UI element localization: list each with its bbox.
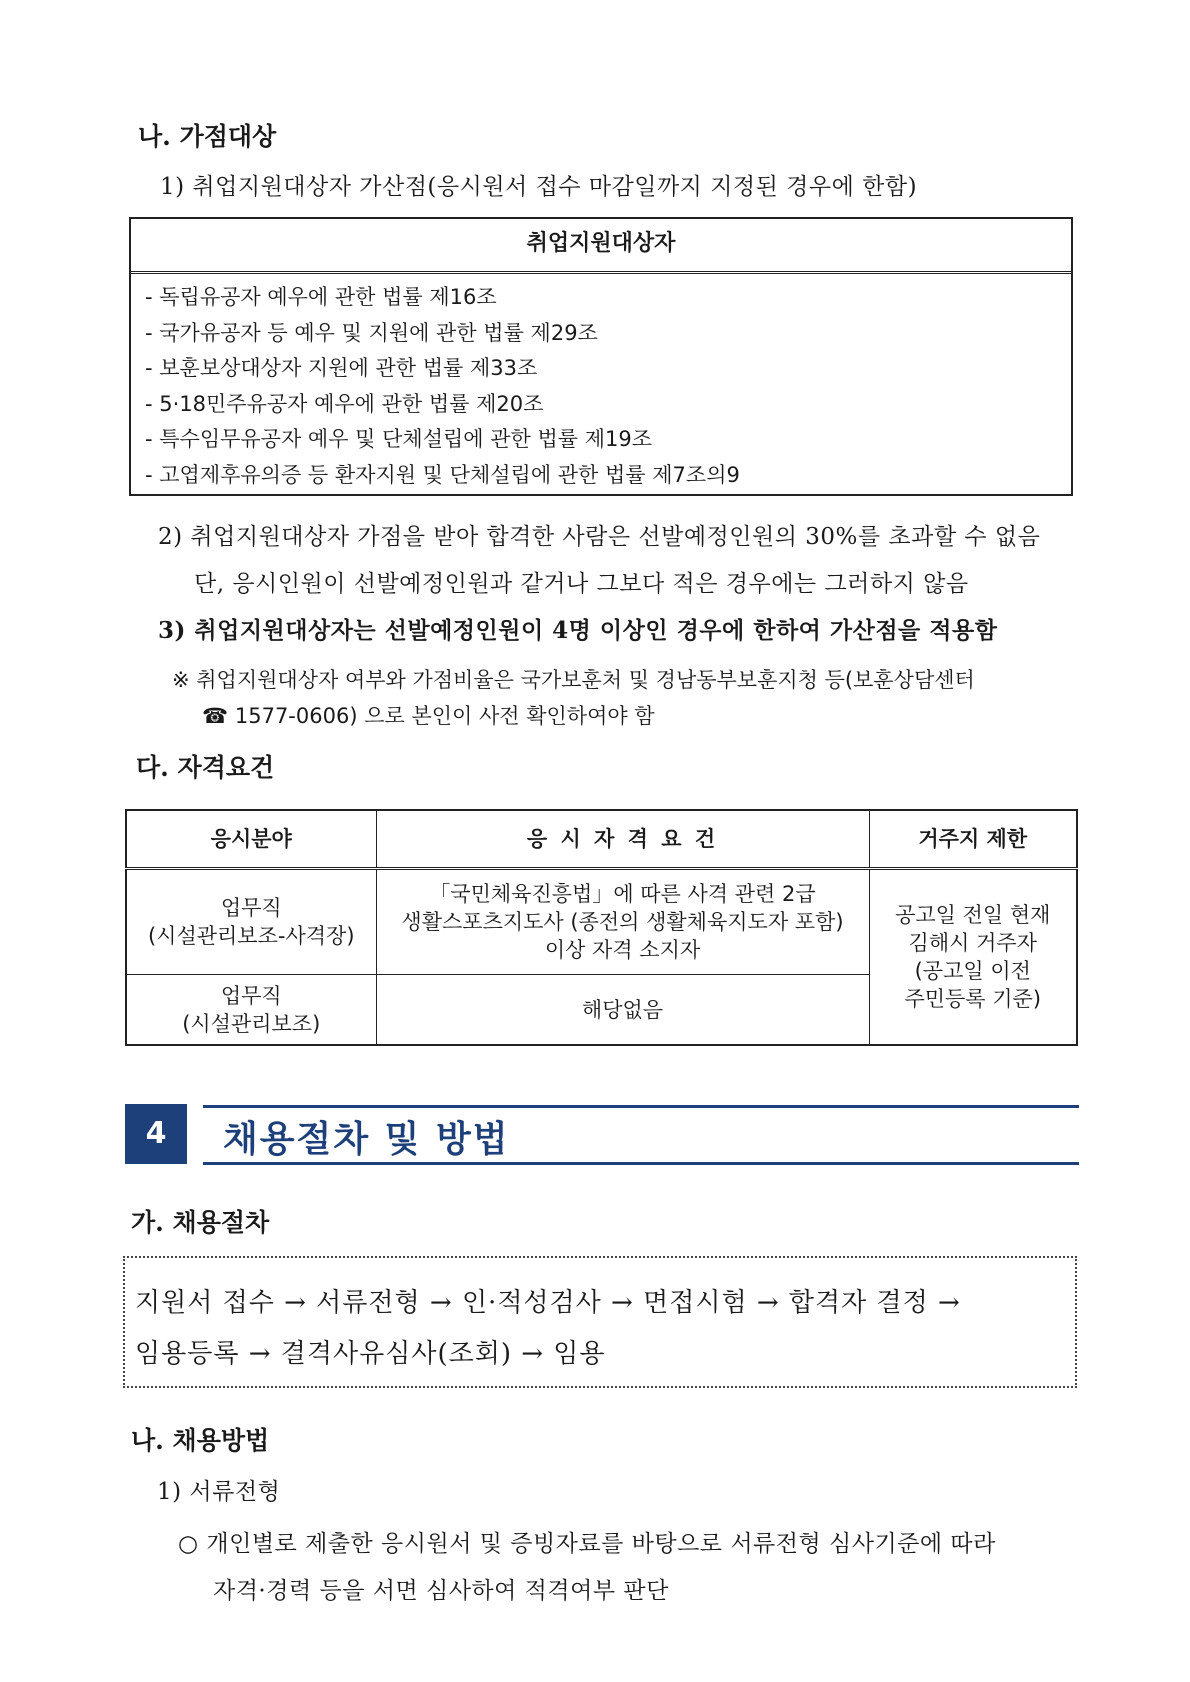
benefit-note-phone-text: 1577-0606) 으로 본인이 사전 확인하여야 함 xyxy=(234,704,655,728)
procedure-line-2: 임용등록 → 결격사유심사(조회) → 임용 xyxy=(135,1339,606,1369)
field-cell xyxy=(126,975,376,1045)
method-bullet-line-2: 자격·경력 등을 서면 심사하여 적격여부 판단 xyxy=(213,1578,669,1604)
field-line-2: (시설관리보조-사격장) xyxy=(147,924,355,949)
requirement-line-1: 「국민체육진흥법」에 따른 사격 관련 2급 xyxy=(429,882,816,907)
column-header-field: 응시분야 xyxy=(126,810,376,869)
residence-line-3: (공고일 이전 xyxy=(914,959,1031,984)
procedure-box xyxy=(123,1256,1077,1388)
residence-line-1: 공고일 전일 현재 xyxy=(895,903,1051,928)
column-header-residence: 거주지 제한 xyxy=(869,810,1077,869)
benefit-note-line-1: ※ 취업지원대상자 여부와 가점비율은 국가보훈처 및 경남동부보훈지청 등(보훈상담센터 xyxy=(172,668,975,692)
heading-benefit: 나. 가점대상 xyxy=(138,122,277,151)
list-item: - 특수임무유공자 예우 및 단체설립에 관한 법률 제19조 xyxy=(145,427,653,451)
procedure-line-1: 지원서 접수 → 서류전형 → 인·적성검사 → 면접시험 → 합격자 결정 → xyxy=(135,1288,961,1318)
list-item: - 독립유공자 예우에 관한 법률 제16조 xyxy=(145,285,497,309)
phone-icon: ☎ xyxy=(202,704,229,728)
field-line-1: 업무직 xyxy=(220,983,282,1008)
list-item: - 5·18민주유공자 예우에 관한 법률 제20조 xyxy=(145,391,544,416)
list-item: - 고엽제후유의증 등 환자지원 및 단체설립에 관한 법률 제7조의9 xyxy=(145,462,740,487)
requirement-cell xyxy=(376,975,869,1045)
method-bullet-line-1 xyxy=(178,1525,996,1558)
requirement-line-3: 이상 자격 소지자 xyxy=(544,938,701,963)
column-header-requirements: 응 시 자 격 요 건 xyxy=(376,810,869,869)
benefit-item-1: 1) 취업지원대상자 가산점(응시원서 접수 마감일까지 지정된 경우에 한함) xyxy=(160,174,918,200)
method-bullet-text-1: 개인별로 제출한 응시원서 및 증빙자료를 바탕으로 서류전형 심사기준에 따라 xyxy=(206,1531,996,1557)
benefit-item-2-line-2: 단, 응시인원이 선발예정인원과 같거나 그보다 적은 경우에는 그러하지 않음 xyxy=(194,571,969,597)
requirements-table xyxy=(125,809,1078,1046)
eligible-law-list xyxy=(131,274,1071,493)
section-number-badge: 4 xyxy=(125,1104,187,1164)
circle-bullet-icon: ○ xyxy=(178,1531,199,1557)
residence-line-4: 주민등록 기준) xyxy=(904,987,1042,1012)
list-item: - 보훈보상대상자 지원에 관한 법률 제33조 xyxy=(145,356,538,380)
section-title: 채용절차 및 방법 xyxy=(223,1119,510,1160)
heading-requirements: 다. 자격요건 xyxy=(136,753,275,782)
eligible-persons-box-title: 취업지원대상자 xyxy=(131,219,1071,274)
requirement-cell xyxy=(376,869,869,975)
requirement-line-1: 해당없음 xyxy=(581,997,664,1022)
section-title-bar xyxy=(203,1105,1079,1165)
requirement-line-2: 생활스포츠지도사 (종전의 생활체육지도자 포함) xyxy=(401,910,844,935)
table-row xyxy=(126,869,1077,975)
benefit-note-line-2 xyxy=(202,700,655,730)
method-item-1: 1) 서류전형 xyxy=(157,1479,281,1505)
benefit-item-2-line-1: 2) 취업지원대상자 가점을 받아 합격한 사람은 선발예정인원의 30%를 초과할 수 없음 xyxy=(158,524,1041,550)
table-header-row xyxy=(126,810,1077,869)
list-item: - 국가유공자 등 예우 및 지원에 관한 법률 제29조 xyxy=(145,320,598,345)
benefit-item-3: 3) 취업지원대상자는 선발예정인원이 4명 이상인 경우에 한하여 가산점을 적용함 xyxy=(158,617,998,644)
residence-line-2: 김해시 거주자 xyxy=(908,931,1037,956)
heading-method: 나. 채용방법 xyxy=(131,1426,270,1455)
residence-cell xyxy=(869,869,1077,1045)
field-line-1: 업무직 xyxy=(220,896,282,921)
heading-procedure: 가. 채용절차 xyxy=(131,1208,270,1237)
field-cell xyxy=(126,869,376,975)
eligible-persons-box xyxy=(129,217,1073,496)
field-line-2: (시설관리보조) xyxy=(182,1011,321,1036)
